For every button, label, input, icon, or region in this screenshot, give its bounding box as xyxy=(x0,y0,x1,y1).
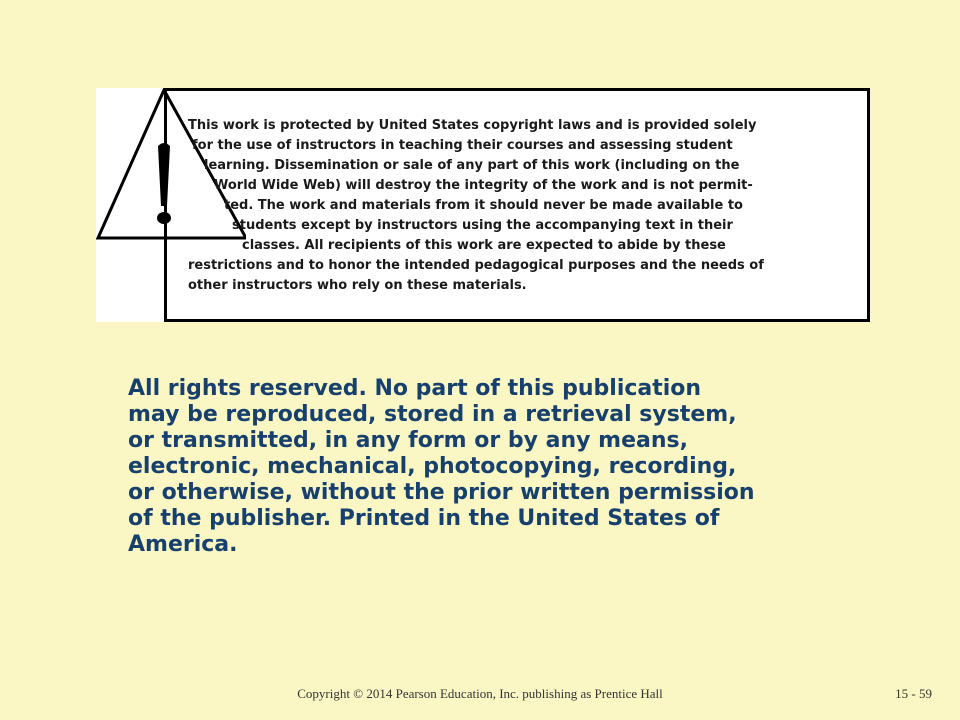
rights-line: of the publisher. Printed in the United States of xyxy=(128,506,720,531)
footer-copyright: Copyright © 2014 Pearson Education, Inc. publishing as Prentice Hall xyxy=(297,686,663,701)
rights-line: America. xyxy=(128,532,238,557)
notice-line: ted. The work and materials from it should never be made available to xyxy=(224,198,743,213)
copyright-notice-panel xyxy=(96,88,870,322)
page-number: 15 - 59 xyxy=(895,686,932,701)
notice-line: classes. All recipients of this work are expected to abide by these xyxy=(242,238,726,253)
notice-line: This work is protected by United States copyright laws and is provided solely xyxy=(188,118,757,133)
notice-line: restrictions and to honor the intended pedagogical purposes and the needs of xyxy=(188,258,764,273)
notice-line: students except by instructors using the accompanying text in their xyxy=(232,218,733,233)
notice-line: other instructors who rely on these materials. xyxy=(188,278,527,293)
rights-line: All rights reserved. No part of this publication xyxy=(128,376,702,401)
notice-text xyxy=(188,116,858,296)
rights-line: or transmitted, in any form or by any means, xyxy=(128,428,688,453)
rights-line: electronic, mechanical, photocopying, recording, xyxy=(128,454,737,479)
notice-line: learning. Dissemination or sale of any part of this work (including on the xyxy=(204,158,740,173)
rights-line: may be reproduced, stored in a retrieval system, xyxy=(128,402,737,427)
rights-line: or otherwise, without the prior written permission xyxy=(128,480,755,505)
notice-line: World Wide Web) will destroy the integrity of the work and is not permit- xyxy=(214,178,753,193)
notice-line: for the use of instructors in teaching their courses and assessing student xyxy=(192,138,733,153)
rights-reserved-text xyxy=(128,376,888,558)
